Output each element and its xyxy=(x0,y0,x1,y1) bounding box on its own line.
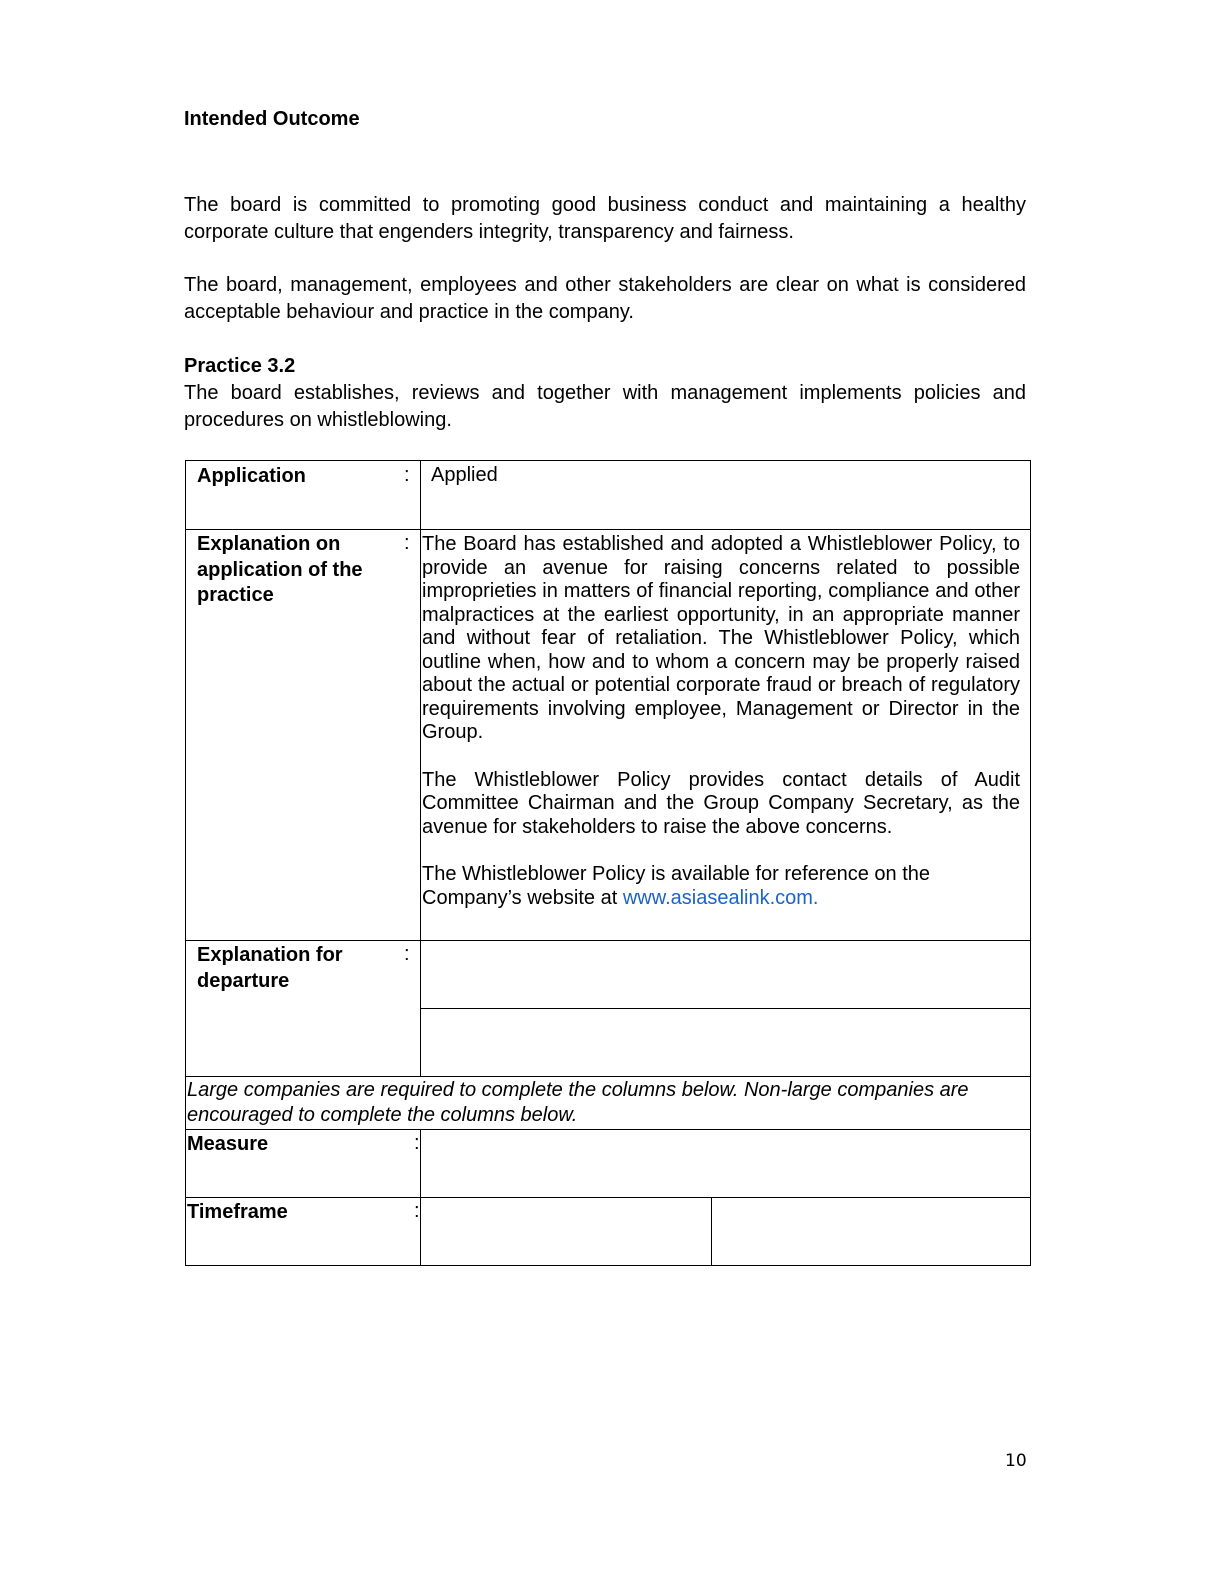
website-paragraph xyxy=(422,863,962,910)
explanation-paragraph: The Whistleblower Policy provides contact details of Audit Committee Chairman and the Group Company Secretary, as the avenue for stakeholders to raise the above concerns. xyxy=(422,768,1020,838)
colon: : xyxy=(414,1200,420,1222)
explanation-label: Explanation on application of the practice xyxy=(197,533,363,606)
colon: : xyxy=(404,532,410,554)
practice-table xyxy=(185,460,1031,1266)
colon: : xyxy=(404,464,410,486)
row-divider xyxy=(186,1076,1030,1077)
row-divider xyxy=(186,529,1030,530)
explanation-paragraph: The Board has established and adopted a Whistleblower Policy, to provide an avenue for raising concerns related to possible improprieties in matters of financial reporting, compliance and other malpractices at the earliest opportunity, in an appropriate manner and without fear of retaliation. The Whistleblower Policy, which outline when, how and to whom a concern may be properly raised about the actual or potential corporate fraud or breach of regulatory requirements involving employee, Management or Director in the Group. xyxy=(422,533,1020,743)
row-divider xyxy=(420,1008,1030,1009)
column-divider xyxy=(420,461,421,1076)
website-link[interactable]: www.asiasealink.com. xyxy=(622,886,819,909)
colon: : xyxy=(404,943,410,965)
website-text: The Whistleblower Policy is available for reference on the Company’s website at xyxy=(422,863,931,909)
departure-label: Explanation for departure xyxy=(197,944,343,992)
practice-description: The board establishes, reviews and together with management implements policies and procedures on whistleblowing. xyxy=(184,382,1026,431)
application-value: Applied xyxy=(431,464,498,486)
timeframe-label: Timeframe xyxy=(187,1201,288,1223)
column-divider xyxy=(420,1129,421,1265)
practice-title: Practice 3.2 xyxy=(184,355,296,377)
column-divider xyxy=(711,1197,712,1265)
large-companies-note: Large companies are required to complete the columns below. Non-large companies are encouraged to complete the columns below. xyxy=(187,1079,969,1126)
measure-label: Measure xyxy=(187,1133,269,1155)
intended-outcome-heading: Intended Outcome xyxy=(184,108,360,130)
application-label: Application xyxy=(197,465,306,487)
row-divider xyxy=(186,940,1030,941)
outcome-paragraph-2: The board, management, employees and other stakeholders are clear on what is considered acceptable behaviour and practice in the company. xyxy=(184,274,1026,323)
explanation-text xyxy=(422,533,1020,934)
outcome-paragraph-1: The board is committed to promoting good business conduct and maintaining a healthy corporate culture that engenders integrity, transparency and fairness. xyxy=(184,194,1026,243)
row-divider xyxy=(186,1197,1030,1198)
colon: : xyxy=(414,1132,420,1154)
page-number: 10 xyxy=(1005,1451,1027,1471)
row-divider xyxy=(186,1129,1030,1130)
